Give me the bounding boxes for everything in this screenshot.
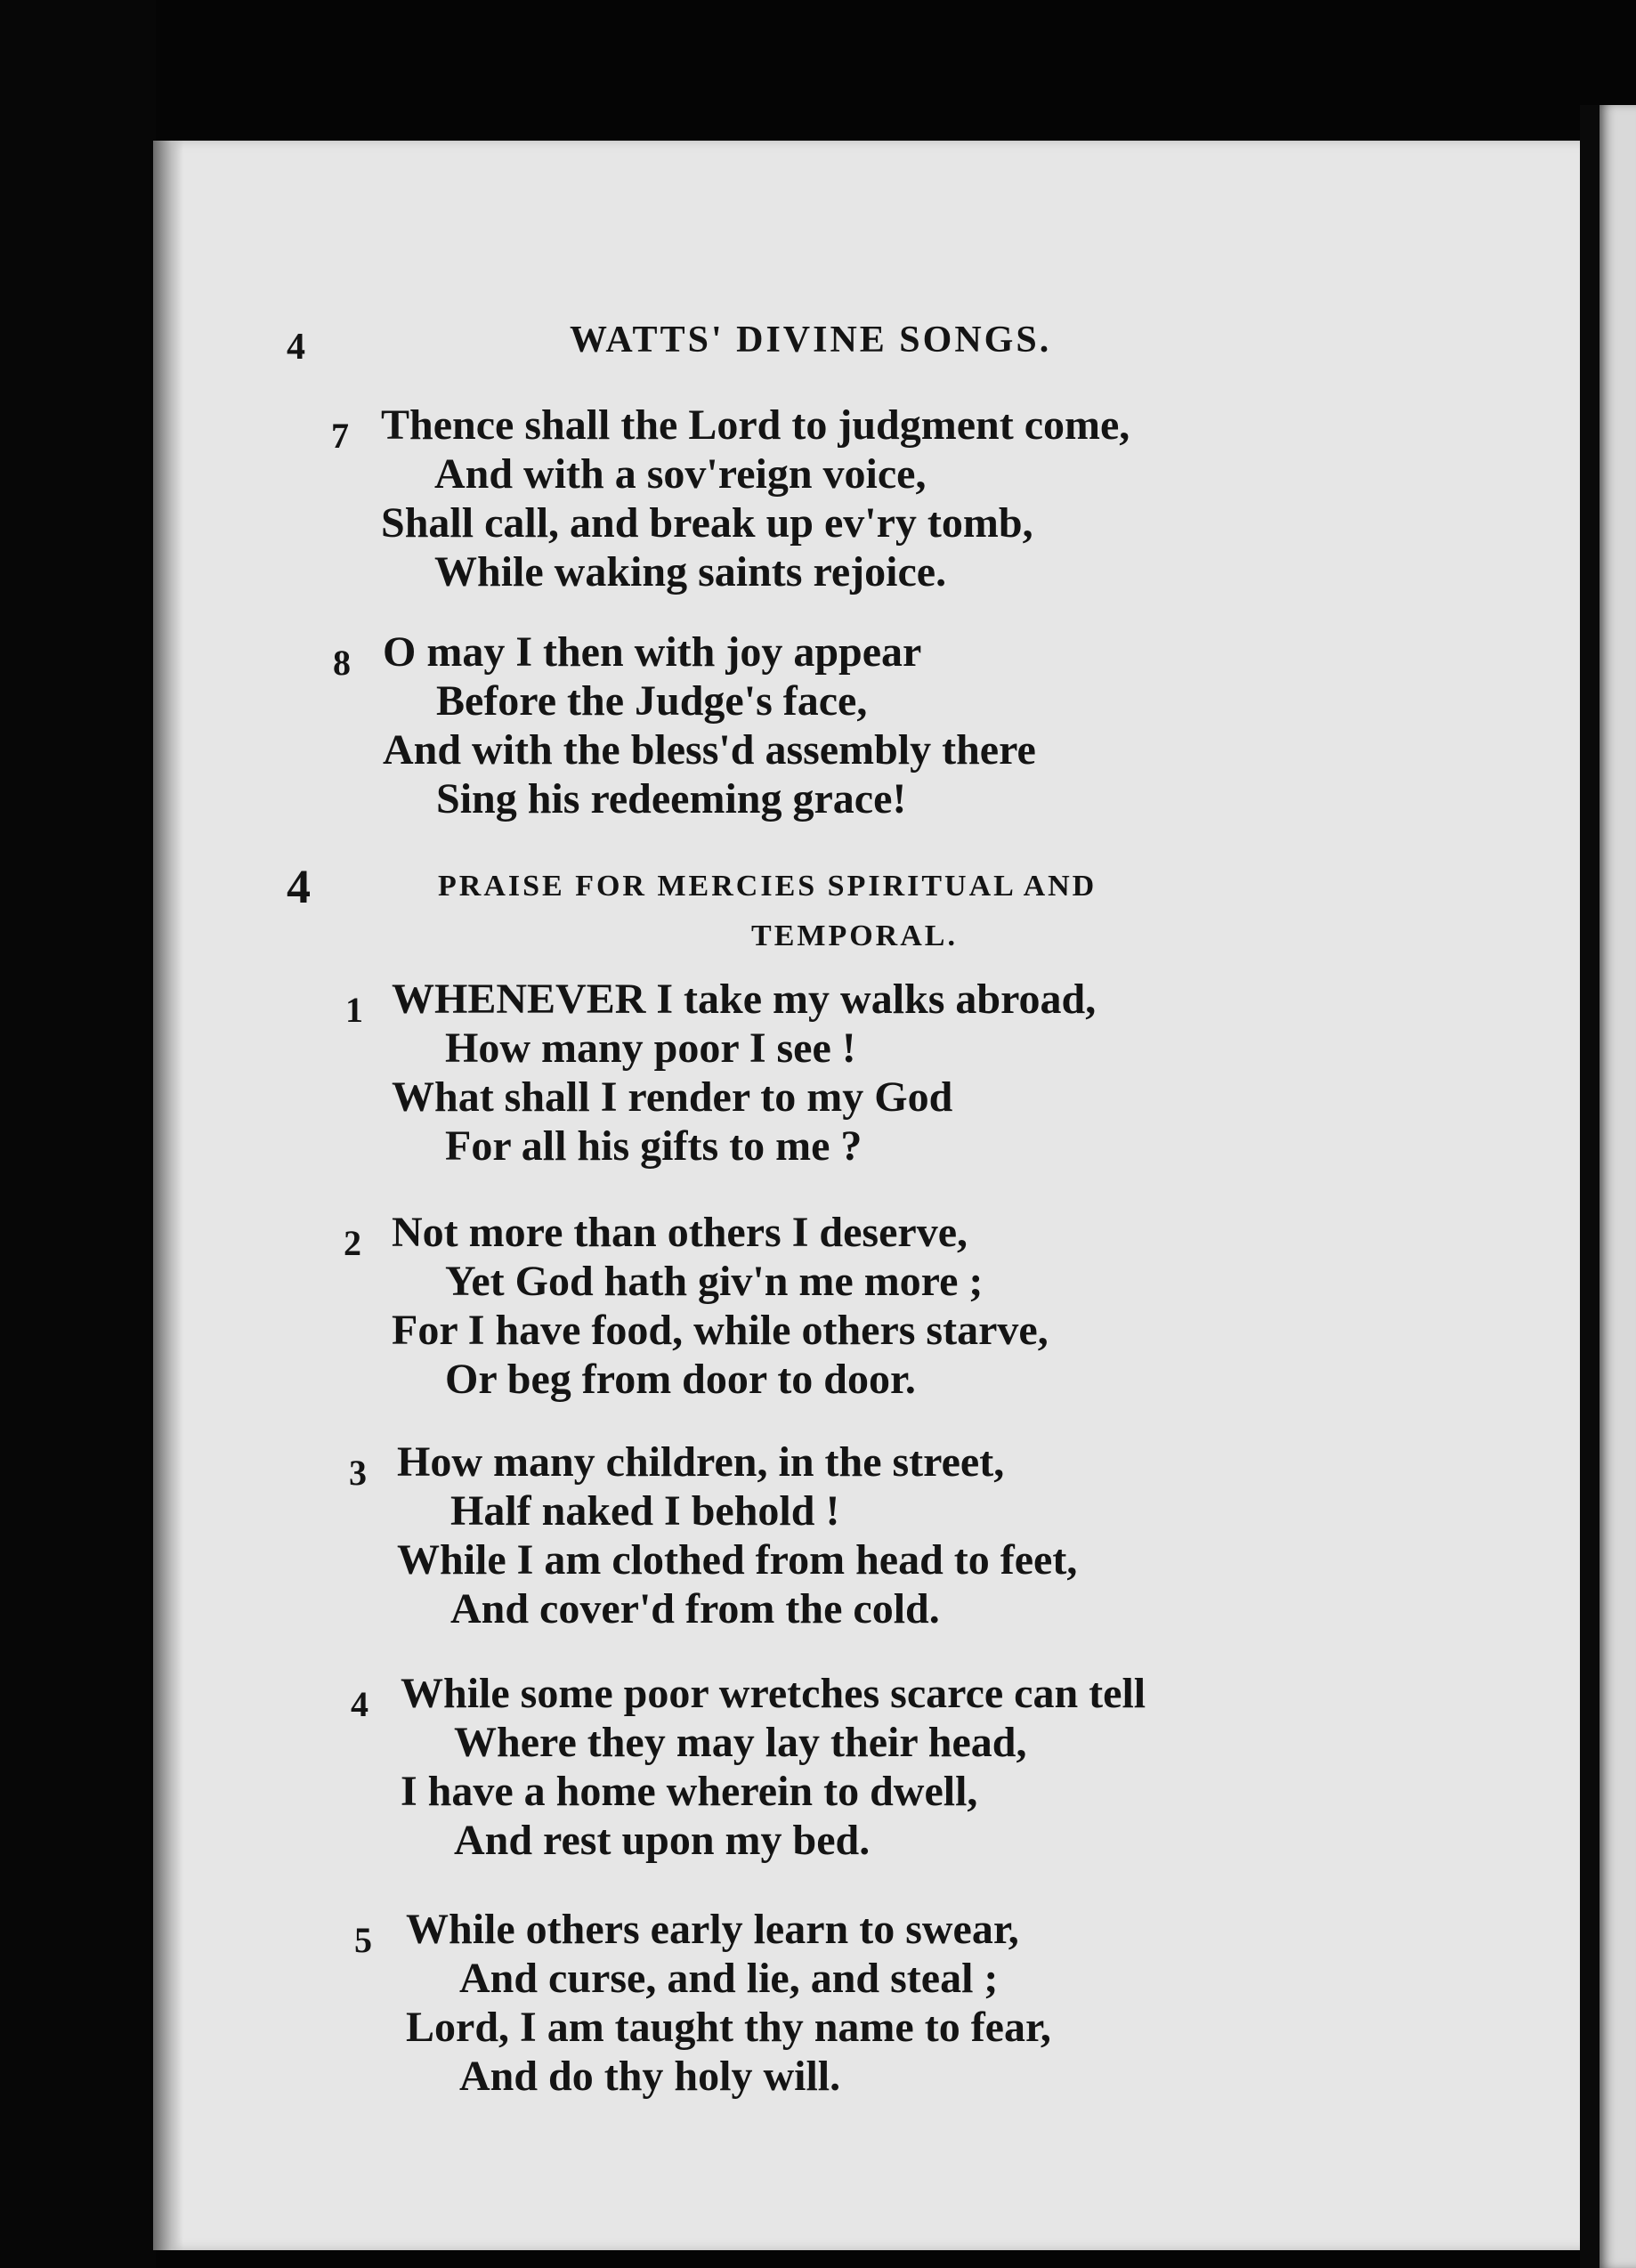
stanza-1 <box>345 975 1097 1170</box>
stanza-4 <box>351 1669 1146 1865</box>
verse-number: 4 <box>351 1684 369 1724</box>
stanza-5 <box>354 1905 1051 2101</box>
page-number: 4 <box>287 327 305 368</box>
hymn-number: 4 <box>287 860 311 913</box>
verse-line: And with a sov'reign voice, <box>434 450 927 498</box>
running-title: WATTS' DIVINE SONGS. <box>570 320 1052 360</box>
verse-line: And do thy holy will. <box>459 2053 841 2100</box>
verse-number: 3 <box>349 1453 367 1493</box>
verse-line: I have a home wherein to dwell, <box>401 1768 978 1815</box>
hymn-title-line-2: TEMPORAL. <box>751 919 958 952</box>
verse-number: 7 <box>331 416 349 456</box>
verse-number: 2 <box>344 1223 361 1263</box>
verse-line: Lord, I am taught thy name to fear, <box>406 2004 1051 2051</box>
verse-line: And curse, and lie, and steal ; <box>459 1955 999 2002</box>
verse-line: Shall call, and break up ev'ry tomb, <box>381 499 1033 547</box>
verse-number: 5 <box>354 1920 372 1960</box>
verse-line: For I have food, while others starve, <box>392 1307 1049 1354</box>
verse-line: And cover'd from the cold. <box>450 1585 940 1632</box>
verse-line: And rest upon my bed. <box>454 1817 871 1864</box>
hymn-title-line-1: PRAISE FOR MERCIES SPIRITUAL AND <box>438 870 1097 903</box>
verse-line: Where they may lay their head, <box>454 1719 1027 1766</box>
verse-number: 8 <box>333 643 351 683</box>
verse-line: O may I then with joy appear <box>383 628 922 676</box>
facing-page-edge <box>1600 105 1636 2268</box>
verse-line: And with the bless'd assembly there <box>383 726 1036 774</box>
verse-line: While some poor wretches scarce can tell <box>401 1670 1146 1717</box>
verse-line: Thence shall the Lord to judgment come, <box>381 401 1130 449</box>
verse-line: Half naked I behold ! <box>450 1487 840 1535</box>
verse-line: For all his gifts to me ? <box>445 1122 863 1170</box>
book-gutter <box>1580 105 1600 2268</box>
scan-left-border <box>0 0 156 2268</box>
stanza-3 <box>349 1438 1078 1633</box>
page-shadow <box>153 141 183 2250</box>
stanza-7 <box>331 401 1130 596</box>
verse-line: While others early learn to swear, <box>406 1906 1019 1953</box>
verse-line: How many children, in the street, <box>397 1438 1005 1486</box>
verse-line: Yet God hath giv'n me more ; <box>445 1258 984 1305</box>
verse-line: Before the Judge's face, <box>436 677 868 725</box>
verse-line: Not more than others I deserve, <box>392 1209 968 1256</box>
verse-line: How many poor I see ! <box>445 1025 856 1072</box>
verse-line: While I am clothed from head to feet, <box>397 1536 1078 1584</box>
stanza-8 <box>333 628 1036 823</box>
verse-line: While waking saints rejoice. <box>434 548 947 595</box>
verse-line: Or beg from door to door. <box>445 1356 916 1403</box>
stanza-2 <box>344 1208 1049 1404</box>
verse-number: 1 <box>345 990 363 1030</box>
scan-top-border <box>0 0 1636 107</box>
verse-line: What shall I render to my God <box>392 1073 953 1121</box>
hymn-title <box>427 862 1282 961</box>
verse-line: Sing his redeeming grace! <box>436 775 907 822</box>
verse-line: WHENEVER I take my walks abroad, <box>392 976 1097 1023</box>
